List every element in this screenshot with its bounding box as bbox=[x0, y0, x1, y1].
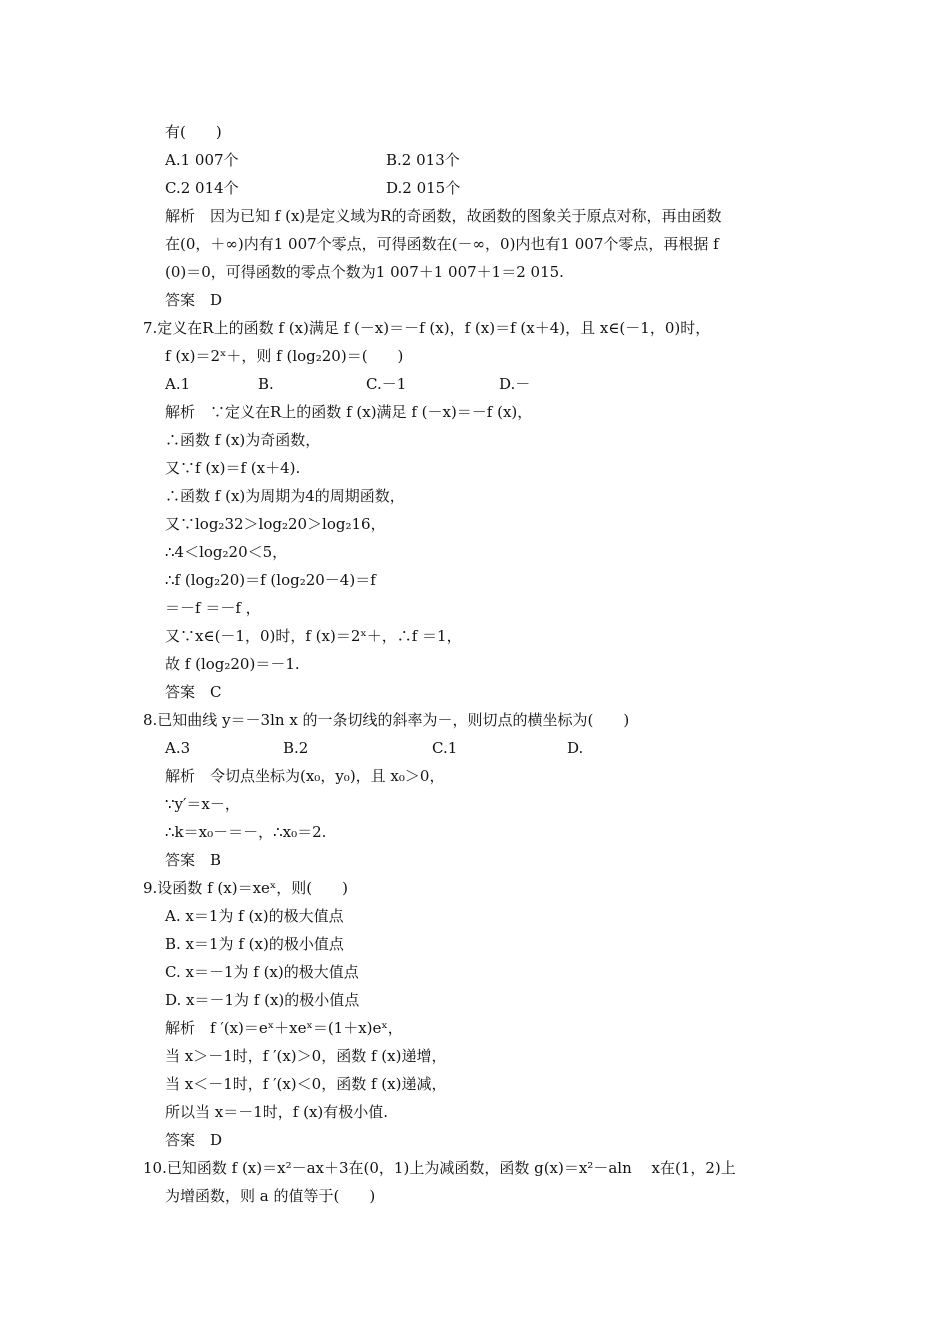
answer-option: D. bbox=[567, 739, 584, 757]
answer-option: B.2 013个 bbox=[386, 151, 460, 169]
text-line: 解析 令切点坐标为(x₀，y₀)，且 x₀＞0， bbox=[165, 767, 445, 785]
text-line: 7.定义在R上的函数 f (x)满足 f (－x)＝－f (x)，f (x)＝f (x＋4)，且 x∈(－1，0)时， bbox=[143, 319, 711, 337]
text-line: 当 x＜－1时，f ′(x)＜0，函数 f (x)递减， bbox=[165, 1075, 447, 1093]
text-line: ∴k＝x₀－＝－，∴x₀＝2. bbox=[165, 823, 327, 841]
text-line: 故 f (log₂20)＝－1. bbox=[165, 655, 300, 673]
text-line: 有( ) bbox=[165, 123, 222, 141]
text-line: 答案 C bbox=[165, 683, 222, 701]
text-line: 又∵log₂32＞log₂20＞log₂16， bbox=[165, 515, 386, 533]
text-line: ∴函数 f (x)为奇函数， bbox=[165, 431, 321, 449]
text-line: 9.设函数 f (x)＝xeˣ，则( ) bbox=[143, 879, 348, 897]
text-line: 又∵x∈(－1，0)时，f (x)＝2ˣ＋，∴f ＝1， bbox=[165, 627, 462, 645]
text-line: ∴f (log₂20)＝f (log₂20－4)＝f bbox=[165, 571, 376, 589]
answer-option: C.－1 bbox=[366, 375, 407, 393]
text-line: ∵y′＝x－， bbox=[165, 795, 240, 813]
text-line: 解析 ∵定义在R上的函数 f (x)满足 f (－x)＝－f (x)， bbox=[165, 403, 533, 421]
text-line: 在(0，＋∞)内有1 007个零点，可得函数在(－∞，0)内也有1 007个零点，再根据 f bbox=[165, 235, 719, 253]
text-line: B. x＝1为 f (x)的极小值点 bbox=[165, 935, 344, 953]
text-line: 答案 D bbox=[165, 1131, 223, 1149]
text-line: 答案 D bbox=[165, 291, 223, 309]
answer-option: A.1 007个 bbox=[165, 151, 239, 169]
answer-option: A.3 bbox=[165, 739, 191, 757]
text-line: f (x)＝2ˣ＋，则 f (log₂20)＝( ) bbox=[165, 347, 404, 365]
text-line: D. x＝－1为 f (x)的极小值点 bbox=[165, 991, 360, 1009]
text-line: 又∵f (x)＝f (x＋4). bbox=[165, 459, 301, 477]
answer-option: C.1 bbox=[432, 739, 458, 757]
text-line: 答案 B bbox=[165, 851, 222, 869]
answer-option: A.1 bbox=[165, 375, 191, 393]
text-line: 为增函数，则 a 的值等于( ) bbox=[165, 1187, 376, 1205]
answer-option: D.2 015个 bbox=[386, 179, 461, 197]
text-line: ∴4＜log₂20＜5， bbox=[165, 543, 288, 561]
text-line: ＝－f ＝－f ， bbox=[165, 599, 261, 617]
answer-option: D.－ bbox=[499, 375, 531, 393]
text-line: 所以当 x＝－1时，f (x)有极小值. bbox=[165, 1103, 389, 1121]
answer-option: B. bbox=[258, 375, 274, 393]
text-line: 8.已知曲线 y＝－3ln x 的一条切线的斜率为－，则切点的横坐标为( ) bbox=[143, 711, 630, 729]
text-line: 解析 f ′(x)＝eˣ＋xeˣ＝(1＋x)eˣ， bbox=[165, 1019, 403, 1037]
text-line: 解析 因为已知 f (x)是定义域为R的奇函数，故函数的图象关于原点对称，再由函数 bbox=[165, 207, 722, 225]
text-line: ∴函数 f (x)为周期为4的周期函数， bbox=[165, 487, 405, 505]
text-line: 10.已知函数 f (x)＝x²－ax＋3在(0，1)上为减函数，函数 g(x)＝x²－aln x在(1，2)上 bbox=[143, 1159, 736, 1177]
answer-option: C.2 014个 bbox=[165, 179, 239, 197]
text-line: A. x＝1为 f (x)的极大值点 bbox=[165, 907, 344, 925]
answer-option: B.2 bbox=[283, 739, 309, 757]
text-line: (0)＝0，可得函数的零点个数为1 007＋1 007＋1＝2 015. bbox=[165, 263, 564, 281]
text-line: C. x＝－1为 f (x)的极大值点 bbox=[165, 963, 359, 981]
text-line: 当 x＞－1时，f ′(x)＞0，函数 f (x)递增， bbox=[165, 1047, 447, 1065]
